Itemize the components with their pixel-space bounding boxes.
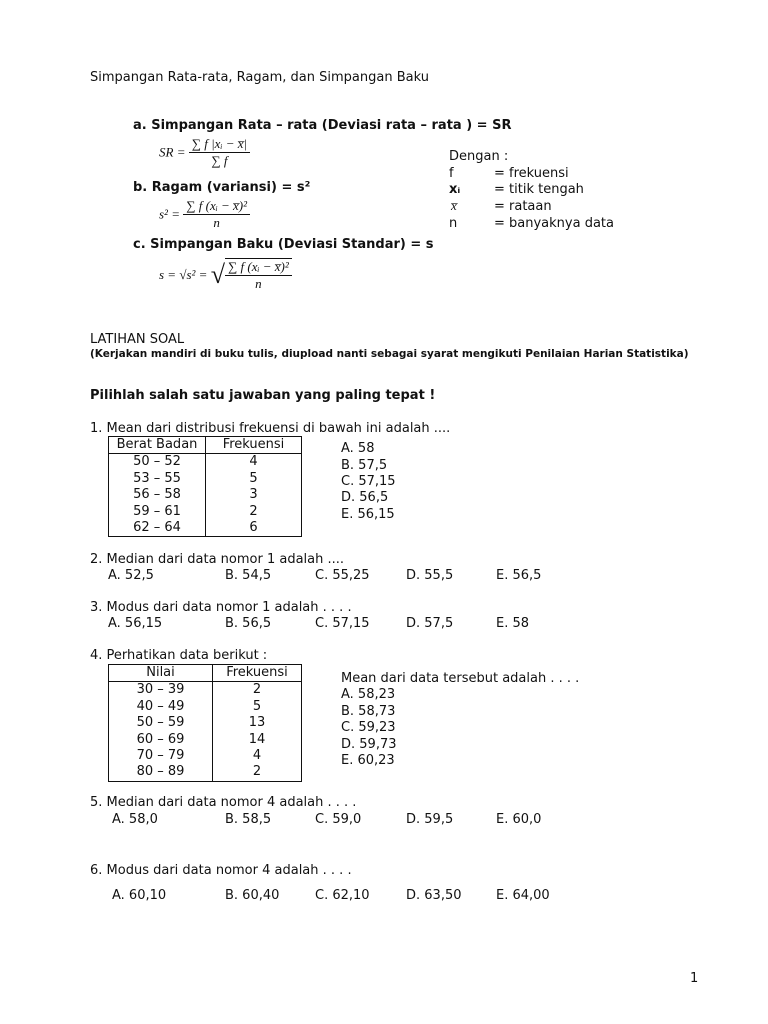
sd-lhs: s = √s² = xyxy=(159,267,208,282)
sr-numerator: ∑ f |xᵢ − x̅| xyxy=(189,136,250,153)
table-row xyxy=(109,520,302,537)
table-row xyxy=(109,748,302,764)
q2-option-e: E. 56,5 xyxy=(496,568,542,583)
q4-table xyxy=(108,664,302,782)
sqrt-icon: √ xyxy=(210,260,225,289)
q1-option-a: A. 58 xyxy=(341,441,375,456)
legend-sym-n: n xyxy=(449,216,458,231)
q6-option-d: D. 63,50 xyxy=(406,888,462,903)
table-row xyxy=(109,715,302,731)
var-lhs: s² = xyxy=(159,206,180,222)
table-cell: 2 xyxy=(206,504,302,520)
table-cell: 53 – 55 xyxy=(109,471,206,487)
table-header-row xyxy=(109,437,302,454)
table-row xyxy=(109,487,302,503)
table-cell: 3 xyxy=(206,487,302,503)
variance-formula xyxy=(159,198,250,231)
var-denominator: n xyxy=(213,215,220,230)
instruction: Pilihlah salah satu jawaban yang paling tepat ! xyxy=(90,388,436,403)
table-cell: 13 xyxy=(213,715,302,731)
q2-text: 2. Median dari data nomor 1 adalah .... xyxy=(90,552,345,567)
table-cell: 40 – 49 xyxy=(109,699,213,715)
q4-option-e: E. 60,23 xyxy=(341,753,395,768)
q1-table xyxy=(108,436,302,537)
sr-denominator: ∑ f xyxy=(211,153,228,168)
table-row xyxy=(109,471,302,487)
q5-text: 5. Median dari data nomor 4 adalah . . . . xyxy=(90,795,357,810)
legend-desc-f: = frekuensi xyxy=(494,166,569,181)
table-cell: 2 xyxy=(213,682,302,699)
q6-option-b: B. 60,40 xyxy=(225,888,280,903)
q1-option-b: B. 57,5 xyxy=(341,458,388,473)
q2-option-a: A. 52,5 xyxy=(108,568,154,583)
q1-option-e: E. 56,15 xyxy=(341,507,395,522)
table-cell: 5 xyxy=(206,471,302,487)
q6-option-a: A. 60,10 xyxy=(112,888,167,903)
table-cell: 6 xyxy=(206,520,302,537)
latihan-heading: LATIHAN SOAL xyxy=(90,332,185,347)
q2-option-b: B. 54,5 xyxy=(225,568,272,583)
q4-option-d: D. 59,73 xyxy=(341,737,397,752)
q1-text: 1. Mean dari distribusi frekuensi di bawah ini adalah .... xyxy=(90,421,451,436)
legend-desc-xbar: = rataan xyxy=(494,199,552,214)
section-b-heading: b. Ragam (variansi) = s² xyxy=(133,180,311,195)
table-row xyxy=(109,764,302,781)
table-cell: 4 xyxy=(206,454,302,471)
table-header: Berat Badan xyxy=(109,437,206,454)
q5-option-c: C. 59,0 xyxy=(315,812,362,827)
page-title: Simpangan Rata-rata, Ragam, dan Simpangan Baku xyxy=(90,70,429,85)
table-row xyxy=(109,504,302,520)
table-cell: 62 – 64 xyxy=(109,520,206,537)
q3-text: 3. Modus dari data nomor 1 adalah . . . . xyxy=(90,600,352,615)
q4-prompt: Mean dari data tersebut adalah . . . . xyxy=(341,671,580,686)
table-cell: 80 – 89 xyxy=(109,764,213,781)
q6-option-c: C. 62,10 xyxy=(315,888,370,903)
table-cell: 5 xyxy=(213,699,302,715)
table-cell: 50 – 52 xyxy=(109,454,206,471)
q3-option-a: A. 56,15 xyxy=(108,616,163,631)
page-number: 1 xyxy=(690,971,699,986)
table-header-row xyxy=(109,665,302,682)
q4-text: 4. Perhatikan data berikut : xyxy=(90,648,268,663)
q6-option-e: E. 64,00 xyxy=(496,888,550,903)
q3-option-b: B. 56,5 xyxy=(225,616,272,631)
table-cell: 14 xyxy=(213,732,302,748)
sr-lhs: SR = xyxy=(159,144,186,160)
q6-text: 6. Modus dari data nomor 4 adalah . . . . xyxy=(90,863,352,878)
legend-sym-xbar: x̅ xyxy=(451,198,457,213)
table-row xyxy=(109,732,302,748)
q3-option-c: C. 57,15 xyxy=(315,616,370,631)
latihan-note: (Kerjakan mandiri di buku tulis, diupload nanti sebagai syarat mengikuti Penilaian Harian Statistika) xyxy=(90,348,689,360)
table-cell: 50 – 59 xyxy=(109,715,213,731)
q4-option-c: C. 59,23 xyxy=(341,720,396,735)
q1-option-c: C. 57,15 xyxy=(341,474,396,489)
table-cell: 4 xyxy=(213,748,302,764)
table-row xyxy=(109,699,302,715)
sd-fraction xyxy=(225,258,292,292)
q3-option-d: D. 57,5 xyxy=(406,616,454,631)
q4-option-b: B. 58,73 xyxy=(341,704,396,719)
legend-desc-xi: = titik tengah xyxy=(494,182,584,197)
stddev-formula xyxy=(159,258,292,292)
q4-option-a: A. 58,23 xyxy=(341,687,396,702)
sd-numerator: ∑ f (xᵢ − x̅)² xyxy=(225,259,292,276)
legend-heading: Dengan : xyxy=(449,149,509,164)
table-cell: 60 – 69 xyxy=(109,732,213,748)
legend-sym-xi: xᵢ xyxy=(449,182,461,197)
q5-option-b: B. 58,5 xyxy=(225,812,272,827)
q5-option-a: A. 58,0 xyxy=(112,812,158,827)
table-header: Nilai xyxy=(109,665,213,682)
legend-desc-n: = banyaknya data xyxy=(494,216,614,231)
table-cell: 56 – 58 xyxy=(109,487,206,503)
table-row xyxy=(109,682,302,699)
q2-option-c: C. 55,25 xyxy=(315,568,370,583)
section-a-heading: a. Simpangan Rata – rata (Deviasi rata – rata ) = SR xyxy=(133,118,512,133)
table-cell: 70 – 79 xyxy=(109,748,213,764)
var-fraction xyxy=(183,198,250,231)
sr-formula xyxy=(159,136,250,169)
table-cell: 30 – 39 xyxy=(109,682,213,699)
var-numerator: ∑ f (xᵢ − x̅)² xyxy=(183,198,250,215)
table-header: Frekuensi xyxy=(206,437,302,454)
table-cell: 2 xyxy=(213,764,302,781)
table-header: Frekuensi xyxy=(213,665,302,682)
table-row xyxy=(109,454,302,471)
table-cell: 59 – 61 xyxy=(109,504,206,520)
q5-option-d: D. 59,5 xyxy=(406,812,454,827)
sd-denominator: n xyxy=(255,276,262,291)
q2-option-d: D. 55,5 xyxy=(406,568,454,583)
legend-sym-f: f xyxy=(449,166,454,181)
q1-option-d: D. 56,5 xyxy=(341,490,389,505)
sr-fraction xyxy=(189,136,250,169)
section-c-heading: c. Simpangan Baku (Deviasi Standar) = s xyxy=(133,237,434,252)
q3-option-e: E. 58 xyxy=(496,616,530,631)
q5-option-e: E. 60,0 xyxy=(496,812,542,827)
